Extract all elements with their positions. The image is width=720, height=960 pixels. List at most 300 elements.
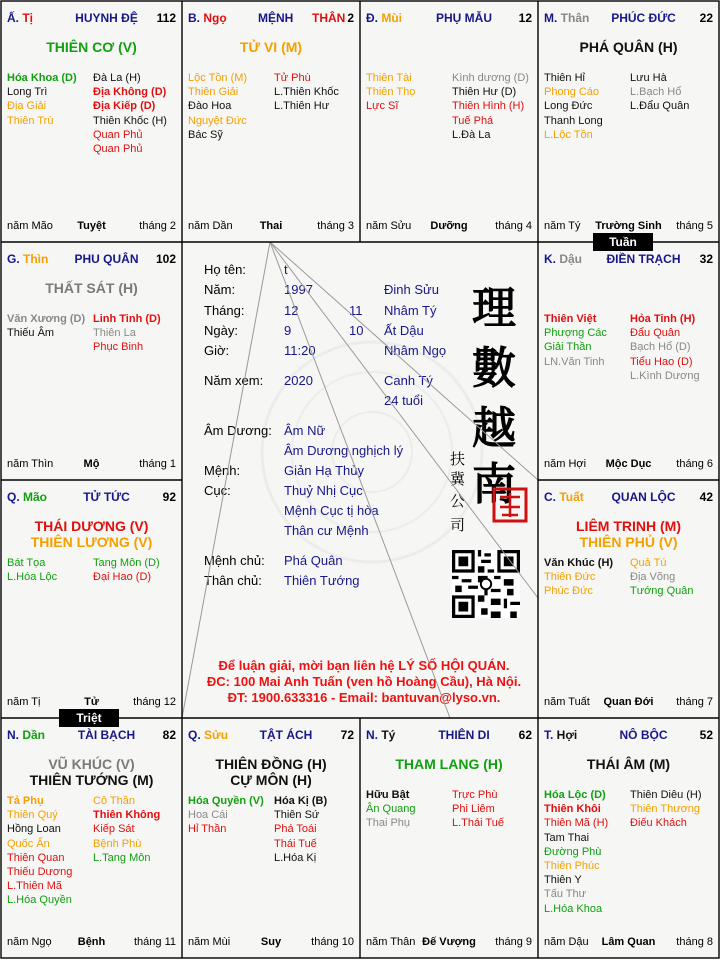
- minor-star: Thiên Đức: [544, 571, 596, 584]
- palace-name: PHU QUÂN: [74, 252, 139, 266]
- palace-footer: [544, 696, 713, 710]
- year-label: năm Hợi: [544, 458, 587, 470]
- palace-number: 22: [699, 11, 713, 25]
- minor-star: Hoa Cái: [188, 809, 228, 822]
- year-label: năm Ngọ: [7, 936, 52, 948]
- minor-star: Thiên Hình (H): [452, 100, 525, 113]
- palace-footer: [544, 458, 713, 472]
- branch-prefix: N.: [366, 728, 382, 742]
- minor-star: L.Tang Môn: [93, 851, 151, 864]
- palace-cell[interactable]: [360, 718, 538, 958]
- minor-star: Long Trì: [7, 86, 48, 99]
- year-label: năm Dần: [188, 220, 233, 232]
- month-label: tháng 1: [139, 458, 176, 470]
- life-stage: Mộ: [83, 458, 100, 470]
- branch-prefix: K.: [544, 252, 560, 266]
- minor-star: Quốc Ấn: [7, 837, 50, 850]
- palace-footer: [544, 936, 713, 950]
- view-year-can: Canh Tý: [384, 373, 433, 388]
- minor-star: Thiên Hư (D): [452, 86, 517, 99]
- minor-star: Cô Thần: [93, 795, 135, 807]
- palace-header: [544, 11, 713, 27]
- palace-header: [7, 11, 176, 27]
- palace-header: [366, 728, 532, 744]
- main-star: THIÊN ĐỒNG (H): [215, 756, 327, 772]
- palace-cell[interactable]: [1, 718, 182, 958]
- minor-star: L.Thiên Khốc: [274, 86, 339, 99]
- calligraphy-char-2: 數: [472, 343, 516, 394]
- name-label: Họ tên:: [204, 262, 246, 277]
- palace-header: [366, 11, 532, 27]
- life-stage: Suy: [260, 936, 282, 948]
- right-star-column: [93, 71, 167, 156]
- minor-star: Đại Hao (D): [93, 571, 152, 584]
- branch-name: Thìn: [23, 252, 49, 266]
- minor-star: Thiên Diêu (H): [630, 789, 702, 801]
- minor-star: Hỉ Thần: [188, 823, 227, 836]
- month-label: tháng 12: [133, 696, 176, 708]
- minor-star: Bạch Hổ (D): [630, 341, 691, 354]
- left-star-column: [7, 794, 72, 908]
- palace-header: [188, 11, 354, 27]
- branch-name: Dần: [22, 728, 46, 742]
- minor-star: Ân Quang: [366, 803, 416, 816]
- branch-prefix: Q.: [7, 490, 24, 504]
- palace-header: [7, 728, 176, 744]
- palace-name: TÀI BẠCH: [77, 728, 136, 742]
- minor-star: Tam Thai: [544, 831, 590, 844]
- minor-star: Thiên Việt: [544, 313, 597, 325]
- palace-cell[interactable]: [538, 1, 719, 242]
- main-star: CỰ MÔN (H): [230, 772, 312, 788]
- month-label: tháng 5: [676, 220, 713, 232]
- minor-star: Thiên Quý: [7, 809, 58, 822]
- minor-star: Thiên Mã (H): [544, 817, 609, 830]
- palace-number: 62: [518, 728, 532, 742]
- day-value: 9: [284, 323, 292, 338]
- side-char-2: 冀: [450, 470, 466, 488]
- palace-name: MỆNH: [258, 11, 294, 25]
- minor-star: Đẩu Quân: [630, 327, 681, 340]
- palace-number: 72: [340, 728, 354, 742]
- name-value: t: [284, 262, 288, 277]
- palace-name: THIÊN DI: [438, 728, 490, 742]
- menh-value: Giản Hạ Thủy: [284, 463, 364, 478]
- palace-cell[interactable]: [538, 242, 719, 480]
- left-star-column: [366, 71, 415, 114]
- day-can: Ất Dậu: [384, 323, 424, 338]
- left-star-column: [7, 312, 85, 340]
- month-label: tháng 7: [676, 696, 713, 708]
- side-char-3: 公: [450, 492, 466, 510]
- branch-name: Tị: [22, 11, 34, 25]
- branch-name: Thân: [560, 11, 590, 25]
- tuan-marker: Tuần: [593, 233, 653, 251]
- contact-phone-email: ĐT: 1900.633316 - Email: bantuvan@lyso.vn.: [227, 690, 501, 705]
- left-star-column: [7, 71, 77, 128]
- month-lunar: 11: [349, 303, 363, 318]
- contact-address: ĐC: 100 Mai Anh Tuấn (ven hồ Hoàng Cầu), Hà Nội.: [206, 674, 522, 689]
- minor-star: L.Bạch Hổ: [630, 86, 682, 99]
- left-star-column: [544, 312, 607, 369]
- minor-star: L.Hóa Quyền: [7, 894, 72, 907]
- minor-star: Phi Liêm: [452, 803, 495, 816]
- palace-header: [544, 252, 713, 268]
- palace-number: 82: [162, 728, 176, 742]
- thanchu-value: Thiên Tướng: [284, 573, 360, 588]
- right-star-column: [452, 71, 529, 142]
- palace-number: 2: [347, 11, 354, 25]
- right-star-column: [93, 794, 160, 865]
- red-seal-stamp: [492, 487, 528, 523]
- main-star: THÁI ÂM (M): [586, 756, 671, 772]
- left-star-column: [188, 794, 264, 837]
- side-char-4: 司: [450, 516, 466, 534]
- branch-prefix: C.: [544, 490, 560, 504]
- palace-header: [544, 490, 713, 506]
- minor-star: Lực Sĩ: [366, 100, 399, 113]
- minor-star: Thai Phụ: [366, 817, 411, 830]
- minor-star: Thiên Tài: [366, 72, 412, 84]
- minor-star: L.Thiên Mã: [7, 880, 63, 893]
- minor-star: Địa Kiếp (D): [93, 100, 156, 113]
- palace-cell[interactable]: [1, 1, 182, 242]
- palace-name: NÔ BỘC: [619, 728, 668, 742]
- minor-star: Thiên Trù: [7, 114, 54, 127]
- branch-name: Tuất: [559, 490, 584, 504]
- minor-star: Tấu Thư: [544, 888, 587, 901]
- minor-star: Đào Hoa: [188, 100, 232, 113]
- minor-star: Thái Tuế: [274, 837, 317, 850]
- calligraphy-char-1: 理: [472, 283, 516, 334]
- palace-cell[interactable]: [182, 1, 360, 242]
- palace-header: [544, 728, 713, 744]
- calligraphy-char-4: 南: [472, 459, 516, 510]
- palace-name: TẬT ÁCH: [259, 728, 313, 742]
- palace-cell[interactable]: [360, 1, 538, 242]
- palace-number: 92: [162, 490, 176, 504]
- palace-name: PHÚC ĐỨC: [611, 11, 676, 25]
- minor-star: Văn Khúc (H): [544, 557, 614, 569]
- month-label: tháng 2: [139, 220, 176, 232]
- month-can: Nhâm Tý: [384, 303, 437, 318]
- main-star: LIÊM TRINH (M): [576, 518, 681, 534]
- right-star-column: [93, 312, 161, 355]
- branch-name: Sửu: [204, 728, 229, 742]
- year-label: năm Tị: [7, 696, 41, 708]
- minor-star: Kình dương (D): [452, 72, 529, 84]
- life-stage: Tuyệt: [77, 220, 106, 232]
- year-label: năm Mão: [7, 220, 53, 232]
- minor-star: Thiên La: [93, 327, 136, 340]
- year-label: năm Sửu: [366, 220, 412, 232]
- month-label: tháng 4: [495, 220, 532, 232]
- palace-name: HUYNH ĐỆ: [75, 11, 138, 25]
- minor-star: Thiên Thọ: [366, 86, 416, 99]
- minor-star: L.Hóa Kị: [274, 851, 317, 864]
- year-label: năm Mùi: [188, 936, 231, 948]
- main-star: VŨ KHÚC (V): [48, 756, 135, 772]
- main-star: TỬ VI (M): [239, 39, 303, 55]
- amduong-note: Âm Dương nghịch lý: [284, 443, 404, 458]
- minor-star: Quả Tú: [630, 557, 667, 569]
- life-stage: Thai: [259, 220, 283, 232]
- minor-star: Đường Phù: [544, 845, 602, 858]
- right-star-column: [630, 312, 700, 383]
- palace-number: 52: [699, 728, 713, 742]
- branch-name: Hợi: [556, 728, 578, 742]
- right-star-column: [630, 788, 702, 831]
- palace-footer: [7, 936, 176, 950]
- minor-star: Quan Phủ: [93, 143, 143, 156]
- minor-star: L.Hóa Lộc: [7, 571, 58, 584]
- palace-cell[interactable]: [1, 480, 182, 718]
- palace-footer: [7, 220, 176, 234]
- day-lunar: 10: [349, 323, 364, 338]
- main-star: THÁI DƯƠNG (V): [34, 518, 149, 534]
- minor-star: Bệnh Phù: [93, 837, 142, 850]
- minor-star: Hóa Kị (B): [274, 795, 328, 807]
- minor-star: L.Lộc Tồn: [544, 128, 593, 141]
- branch-prefix: Q.: [188, 728, 205, 742]
- life-stage: Lâm Quan: [601, 936, 656, 948]
- year-label: năm Tý: [544, 220, 581, 232]
- year-label: năm Thân: [366, 936, 416, 948]
- than-label: THÂN: [312, 11, 346, 25]
- life-stage: Trường Sinh: [595, 220, 662, 232]
- year-label: năm Tuất: [544, 696, 590, 708]
- palace-number: 112: [156, 11, 176, 25]
- palace-footer: [544, 220, 713, 234]
- branch-prefix: M.: [544, 11, 561, 25]
- menhchu-value: Phá Quân: [284, 553, 343, 568]
- minor-star: Thiên Giải: [188, 86, 239, 99]
- palace-cell[interactable]: [538, 718, 719, 958]
- minor-star: Bát Tọa: [7, 557, 46, 569]
- minor-star: Thiên Khôi: [544, 803, 601, 816]
- minor-star: Trực Phù: [452, 789, 498, 801]
- month-label: tháng 8: [676, 936, 713, 948]
- main-star: THẤT SÁT (H): [45, 280, 138, 296]
- palace-footer: [366, 220, 532, 234]
- minor-star: Nguyệt Đức: [188, 114, 247, 127]
- palace-footer: [7, 696, 176, 710]
- cuc-label: Cục:: [204, 483, 231, 498]
- branch-name: Dậu: [559, 252, 583, 266]
- minor-star: Thiên Phúc: [544, 860, 600, 873]
- left-star-column: [544, 556, 613, 599]
- right-star-column: [93, 556, 160, 584]
- left-star-column: [544, 71, 603, 142]
- branch-name: Mão: [23, 490, 48, 504]
- contact-line-1: Để luận giải, mời bạn liên hệ LÝ SỐ HỘI QUÁN.: [218, 658, 510, 673]
- main-star: THIÊN LƯƠNG (V): [30, 534, 153, 550]
- left-star-column: [544, 788, 608, 916]
- minor-star: Thiếu Âm: [7, 327, 55, 340]
- minor-star: Phục Binh: [93, 341, 144, 354]
- triet-marker: Triệt: [59, 709, 119, 727]
- minor-star: L.Thái Tuế: [452, 817, 504, 830]
- minor-star: Hóa Lộc (D): [544, 789, 606, 801]
- hour-can: Nhâm Ngọ: [384, 343, 447, 358]
- minor-star: Thiên Y: [544, 874, 582, 887]
- view-year-value: 2020: [284, 373, 313, 388]
- menh-label: Mệnh:: [204, 463, 241, 478]
- minor-star: Quan Phủ: [93, 128, 143, 141]
- right-star-column: [452, 788, 504, 831]
- month-label: tháng 11: [133, 936, 176, 948]
- minor-star: Địa Võng: [630, 571, 676, 584]
- minor-star: Thiên Sứ: [274, 809, 320, 822]
- branch-prefix: Đ.: [366, 11, 382, 25]
- palace-footer: [366, 936, 532, 950]
- minor-star: Tướng Quân: [630, 585, 694, 598]
- view-year-label: Năm xem:: [204, 373, 264, 388]
- minor-star: Hỏa Tinh (H): [630, 313, 696, 325]
- right-star-column: [274, 71, 339, 114]
- minor-star: Long Đức: [544, 100, 593, 113]
- minor-star: Đà La (H): [93, 72, 141, 84]
- left-star-column: [7, 556, 57, 584]
- palace-header: [7, 490, 176, 506]
- right-star-column: [630, 556, 694, 599]
- cuc-value: Thuỷ Nhị Cục: [284, 483, 363, 498]
- year-label: năm Thìn: [7, 458, 54, 470]
- minor-star: L.Đẩu Quân: [630, 100, 690, 113]
- minor-star: Điếu Khách: [630, 817, 687, 830]
- palace-footer: [188, 220, 354, 234]
- month-value: 12: [284, 303, 299, 318]
- main-star: THIÊN TƯỚNG (M): [29, 772, 154, 788]
- palace-number: 32: [699, 252, 713, 266]
- minor-star: Kiếp Sát: [93, 823, 135, 836]
- palace-header: [7, 252, 176, 268]
- minor-star: LN.Văn Tinh: [544, 355, 605, 368]
- amduong-value: Âm Nữ: [284, 423, 326, 438]
- minor-star: Thiên Hỉ: [544, 72, 585, 84]
- minor-star: Thiên Thương: [630, 803, 701, 816]
- palace-name: TỬ TỨC: [83, 490, 130, 504]
- month-label: tháng 3: [317, 220, 354, 232]
- minor-star: L.Kình Dương: [630, 369, 700, 382]
- minor-star: Thiên Không: [93, 809, 161, 822]
- branch-name: Ngọ: [203, 11, 227, 25]
- branch-prefix: T.: [544, 728, 557, 742]
- minor-star: Linh Tinh (D): [93, 313, 161, 325]
- palace-cell[interactable]: [1, 242, 182, 480]
- minor-star: Thanh Long: [544, 114, 603, 127]
- palace-number: 42: [699, 490, 713, 504]
- minor-star: Lưu Hà: [630, 72, 667, 84]
- minor-star: Hóa Khoa (D): [7, 72, 77, 84]
- than-position: Thân cư Mệnh: [284, 523, 369, 538]
- minor-star: L.Đà La: [452, 128, 491, 141]
- qr-code[interactable]: [452, 550, 520, 618]
- minor-star: L.Thiên Hư: [274, 100, 330, 113]
- month-label: tháng 10: [311, 936, 354, 948]
- year-label: Năm:: [204, 282, 236, 297]
- main-star: THIÊN CƠ (V): [46, 39, 137, 55]
- minor-star: Hữu Bật: [366, 789, 410, 801]
- minor-star: Lộc Tồn (M): [188, 72, 248, 84]
- palace-footer: [188, 936, 354, 950]
- minor-star: Hóa Quyền (V): [188, 795, 264, 807]
- life-stage: Mộc Dục: [605, 458, 652, 470]
- center-panel: [182, 242, 538, 718]
- minor-star: Phong Cáo: [544, 86, 600, 99]
- minor-star: Văn Xương (D): [7, 313, 86, 325]
- day-label: Ngày:: [204, 323, 238, 338]
- palace-name: QUAN LỘC: [611, 490, 676, 504]
- palace-name: PHỤ MẪU: [436, 11, 492, 25]
- thanchu-label: Thân chủ:: [204, 573, 262, 588]
- life-stage: Tử: [84, 696, 99, 708]
- life-stage: Dưỡng: [430, 220, 468, 232]
- palace-footer: [7, 458, 176, 472]
- main-star: THIÊN PHỦ (V): [579, 534, 678, 550]
- age-value: 24 tuổi: [384, 393, 424, 408]
- minor-star: Giải Thần: [544, 341, 592, 354]
- minor-star: Tả Phụ: [7, 795, 44, 807]
- branch-name: Tý: [381, 728, 396, 742]
- minor-star: Thiếu Dương: [7, 866, 73, 879]
- calligraphy-char-3: 越: [472, 403, 516, 454]
- month-label: tháng 6: [676, 458, 713, 470]
- branch-prefix: G.: [7, 252, 24, 266]
- palace-header: [188, 728, 354, 744]
- main-star: THAM LANG (H): [395, 756, 503, 772]
- life-stage: Đế Vượng: [422, 936, 476, 948]
- year-can: Đinh Sửu: [384, 282, 439, 297]
- minor-star: Tang Môn (D): [93, 557, 160, 569]
- palace-number: 12: [518, 11, 532, 25]
- minor-star: Bác Sỹ: [188, 128, 223, 141]
- minor-star: Phá Toái: [274, 823, 317, 836]
- left-star-column: [188, 71, 247, 142]
- menhchu-label: Mệnh chủ:: [204, 553, 265, 568]
- life-stage: Quan Đới: [603, 696, 654, 708]
- life-stage: Bệnh: [77, 936, 106, 948]
- branch-prefix: B.: [188, 11, 204, 25]
- branch-prefix: Ấ.: [7, 11, 23, 25]
- right-star-column: [274, 794, 327, 865]
- minor-star: Hồng Loan: [7, 823, 61, 836]
- year-label: năm Dậu: [544, 936, 589, 948]
- minor-star: Tuế Phá: [452, 114, 494, 127]
- palace-name: ĐIỀN TRẠCH: [606, 252, 681, 266]
- branch-prefix: N.: [7, 728, 23, 742]
- palace-cell[interactable]: [538, 480, 719, 718]
- side-char-1: 扶: [450, 450, 466, 468]
- palace-cell[interactable]: [182, 718, 360, 958]
- amduong-label: Âm Dương:: [204, 423, 272, 438]
- minor-star: Thiên Khốc (H): [93, 114, 167, 127]
- month-label: Tháng:: [204, 303, 245, 318]
- minor-star: Địa Không (D): [93, 86, 167, 99]
- minor-star: Thiên Quan: [7, 851, 65, 864]
- left-star-column: [366, 788, 416, 831]
- minor-star: Tiểu Hao (D): [630, 355, 693, 368]
- palace-number: 102: [155, 252, 176, 266]
- main-star: PHÁ QUÂN (H): [579, 39, 678, 55]
- hour-label: Giờ:: [204, 343, 230, 358]
- minor-star: Phúc Đức: [544, 585, 593, 598]
- minor-star: Địa Giải: [7, 100, 47, 113]
- cuc-relation: Mệnh Cục tị hòa: [284, 503, 379, 518]
- right-star-column: [630, 71, 689, 114]
- minor-star: Tử Phù: [274, 72, 311, 84]
- year-value: 1997: [284, 282, 313, 297]
